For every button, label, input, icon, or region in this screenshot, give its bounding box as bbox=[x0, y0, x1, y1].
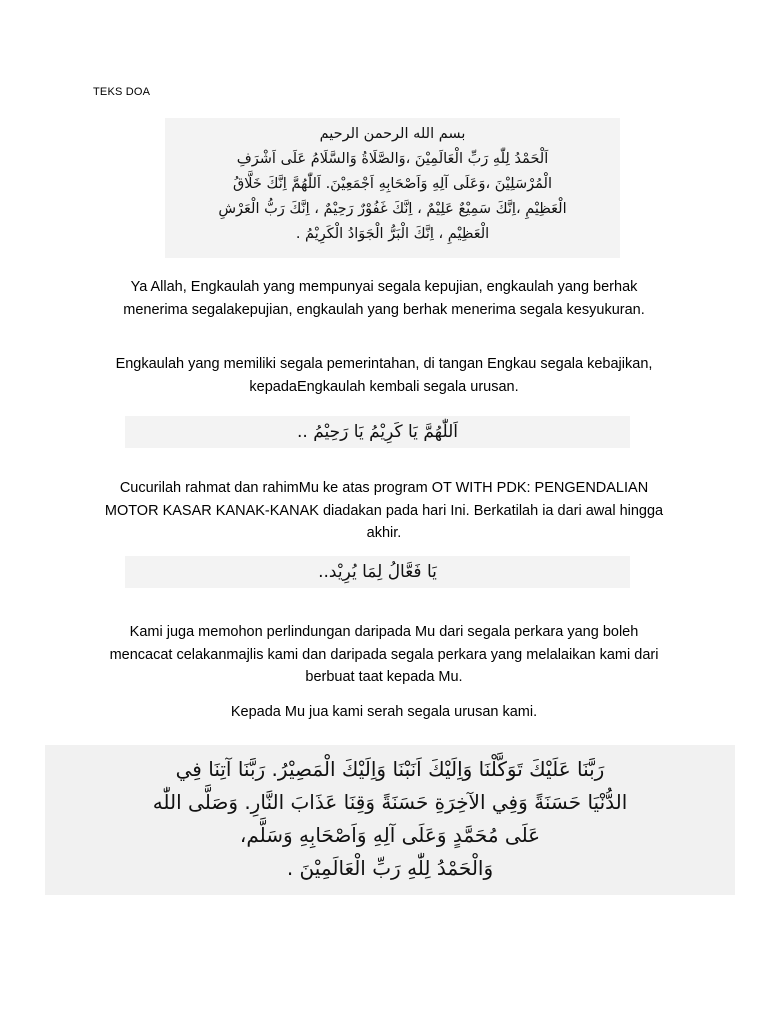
arabic-prayer-image-1 bbox=[165, 118, 620, 258]
arabic-line: اَللّٰهُمَّ يَا كَرِيْمُ يَا رَحِيْمُ .. bbox=[296, 422, 458, 442]
arabic-line: اَلْحَمْدُ لِلّٰهِ رَبِّ الْعَالَمِيْنَ ،وَالصَّلَاةُ وَالسَّلَامُ عَلَى اَشْرَفِ bbox=[236, 151, 549, 167]
arabic-line: بسم الله الرحمن الرحيم bbox=[319, 126, 466, 142]
page-title: TEKS DOA bbox=[93, 86, 151, 98]
prayer-paragraph-4: Kami juga memohon perlindungan daripada Mu dari segala perkara yang boleh mencacat celakanmajlis kami dan daripada segala perkara yang melalaikan kami dari berbuat taat kepada Mu. bbox=[109, 624, 659, 685]
prayer-paragraph-2: Engkaulah yang memiliki segala pemerintahan, di tangan Engkau segala kebajikan, kepadaEngkaulah kembali segala urusan. bbox=[115, 356, 653, 395]
prayer-paragraph-3: Cucurilah rahmat dan rahimMu ke atas program OT WITH PDK: PENGENDALIAN MOTOR KASAR KANAK-KANAK diadakan pada hari Ini. Berkatilah ia dari awal hingga akhir. bbox=[104, 480, 664, 541]
arabic-prayer-image-3 bbox=[125, 556, 630, 588]
arabic-prayer-image-2 bbox=[125, 416, 630, 448]
arabic-line: الْعَظِيْمِ ، اِنَّكَ الْبَرُّ الْجَوَادُ الْكَرِيْمُ . bbox=[295, 226, 490, 242]
arabic-prayer-image-4 bbox=[45, 745, 735, 895]
prayer-paragraph-5: Kepada Mu jua kami serah segala urusan kami. bbox=[230, 704, 538, 720]
arabic-line: الْمُرْسَلِيْنَ ،وَعَلَى آلِهِ وَاَصْحَابِهِ اَجْمَعِيْنَ. اَللّٰهُمَّ اِنَّكَ خَلَّاقُ bbox=[233, 176, 552, 192]
arabic-line: الْعَظِيْمِ ،اِنَّكَ سَمِيْعٌ عَلِيْمٌ ، اِنَّكَ غَفُوْرٌ رَحِيْمٌ ، اِنَّكَ رَبُّ الْعَرْشِ bbox=[218, 201, 567, 217]
prayer-paragraph-1: Ya Allah, Engkaulah yang mempunyai segala kepujian, engkaulah yang berhak menerima segalakepujian, engkaulah yang berhak menerima segala kesyukuran. bbox=[123, 279, 645, 318]
arabic-line: يَا فَعَّالُ لِمَا يُرِيْد.. bbox=[318, 562, 437, 582]
arabic-line: عَلَى مُحَمَّدٍ وَعَلَى آلِهِ وَاَصْحَابِهِ وَسَلَّم، bbox=[239, 823, 541, 847]
arabic-line: رَبَّنَا عَلَيْكَ تَوَكَّلْنَا وَاِلَيْكَ اَنَبْنَا وَاِلَيْكَ الْمَصِيْرُ. رَبَّنَا آتِنَا فِي bbox=[175, 757, 605, 781]
arabic-line: الدُّنْيَا حَسَنَةً وَفِي الآخِرَةِ حَسَنَةً وَقِنَا عَذَابَ النَّارِ. وَصَلَّى اللّٰه bbox=[152, 790, 628, 814]
arabic-line: وَالْحَمْدُ لِلّٰهِ رَبِّ الْعَالَمِيْنَ . bbox=[286, 856, 494, 880]
